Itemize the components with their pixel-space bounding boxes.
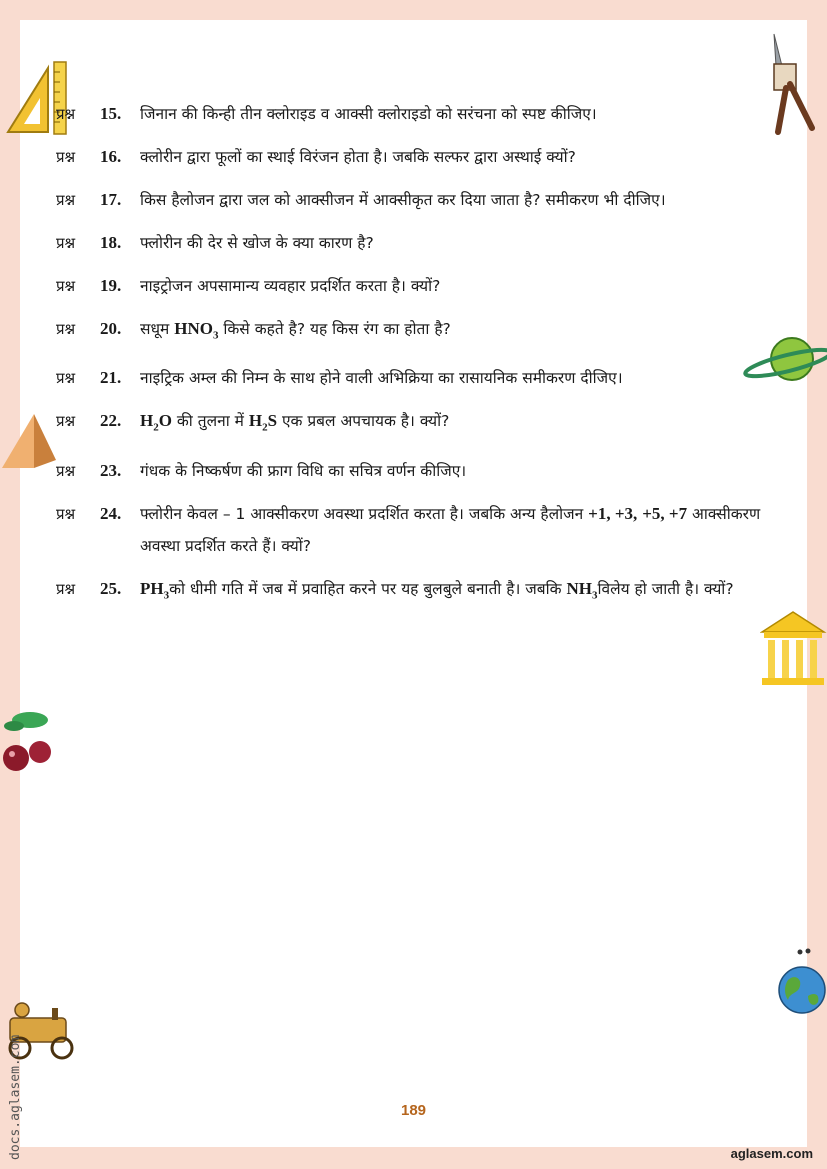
question-label: प्रश्न [56, 461, 76, 480]
question-text: क्लोरीन द्वारा फूलों का स्थाई विरंजन होता है। जबकि सल्फर द्वारा अस्थाई क्यों? [140, 148, 576, 166]
question-number: 22. [100, 411, 122, 431]
question-item [56, 573, 791, 611]
text-segment: किसे कहते है? यह किस रंग का होता है? [218, 320, 451, 338]
question-text [140, 313, 791, 351]
question-number: 21. [100, 368, 122, 388]
question-item [56, 270, 791, 302]
question-item [56, 141, 791, 173]
oxidation-states: +1, +3, [588, 503, 638, 523]
question-item [56, 362, 791, 394]
question-number: 18. [100, 233, 122, 252]
question-text: नाइट्रोजन अपसामान्य व्यवहार प्रदर्शित करता है। क्यों? [140, 277, 441, 295]
question-number: 15. [100, 104, 122, 123]
chemical-formula: $PH_3$ [140, 578, 170, 602]
question-text: किस हैलोजन द्वारा जल को आक्सीजन में आक्सीकृत कर दिया जाता है? समीकरण भी दीजिए। [140, 191, 666, 209]
question-label: प्रश्न [56, 412, 76, 431]
text-segment: एक प्रबल अपचायक है। क्यों? [277, 412, 450, 431]
question-label: प्रश्न [56, 191, 76, 209]
footer-site-link[interactable]: aglasem.com [730, 1146, 813, 1161]
question-label: प्रश्न [56, 579, 76, 598]
globe-earth-icon [776, 944, 827, 1020]
cherries-icon [0, 706, 58, 780]
question-number: 16. [100, 147, 122, 166]
text-segment: आक्सीकरण अवस्था प्रदर्शित करते हैं। क्यों? [140, 504, 761, 555]
question-label: प्रश्न [56, 105, 76, 123]
question-text [140, 498, 791, 562]
question-item [56, 455, 791, 487]
question-label: प्रश्न [56, 234, 76, 252]
question-label: प्रश्न [56, 504, 76, 523]
question-text [140, 573, 791, 611]
question-number: 24. [100, 503, 122, 523]
question-list [56, 98, 791, 622]
question-item [56, 184, 791, 216]
text-segment: सधूम [140, 320, 175, 338]
question-item [56, 98, 791, 130]
chemical-formula: $NH_3$ [566, 578, 598, 602]
question-item [56, 498, 791, 562]
text-segment: की तुलना में [171, 412, 249, 431]
question-label: प्रश्न [56, 320, 76, 338]
side-watermark: docs.aglasem.com [8, 1034, 23, 1160]
question-label: प्रश्न [56, 277, 76, 295]
chemical-formula: $HNO_3$ [174, 319, 219, 342]
pyramid-icon [0, 412, 58, 470]
question-number: 23. [100, 460, 122, 480]
question-text: जिनान की किन्ही तीन क्लोराइड व आक्सी क्लोराइडो को सरंचना को स्पष्ट कीजिए। [140, 105, 597, 123]
question-label: प्रश्न [56, 369, 76, 388]
question-item [56, 313, 791, 351]
question-label: प्रश्न [56, 148, 76, 166]
question-text: नाइट्रिक अम्ल की निम्न के साथ होने वाली अभिक्रिया का रासायनिक समीकरण दीजिए। [140, 369, 623, 388]
question-text: गंधक के निष्कर्षण की फ्राग विधि का सचित्र वर्णन कीजिए। [140, 461, 467, 480]
oxidation-states: +5, +7 [642, 503, 688, 523]
question-number: 20. [100, 319, 122, 338]
question-text: फ्लोरीन की देर से खोज के क्या कारण है? [140, 234, 374, 252]
text-segment: विलेय हो जाती है। क्यों? [597, 579, 734, 598]
chemical-formula: $H_2S$ [248, 411, 278, 434]
question-item [56, 405, 791, 443]
text-segment: फ्लोरीन केवल – 1 आक्सीकरण अवस्था प्रदर्शित करता है। जबकि अन्य हैलोजन [140, 504, 589, 523]
chemical-formula: $H_2O$ [140, 411, 172, 434]
question-number: 25. [100, 578, 122, 598]
page-number: 189 [400, 1102, 427, 1119]
question-text [140, 405, 791, 443]
question-item [56, 227, 791, 259]
question-number: 19. [100, 276, 122, 295]
text-segment: को धीमी गति में जब में प्रवाहित करने पर यह बुलबुले बनाती है। जबकि [169, 579, 567, 598]
question-number: 17. [100, 190, 122, 209]
